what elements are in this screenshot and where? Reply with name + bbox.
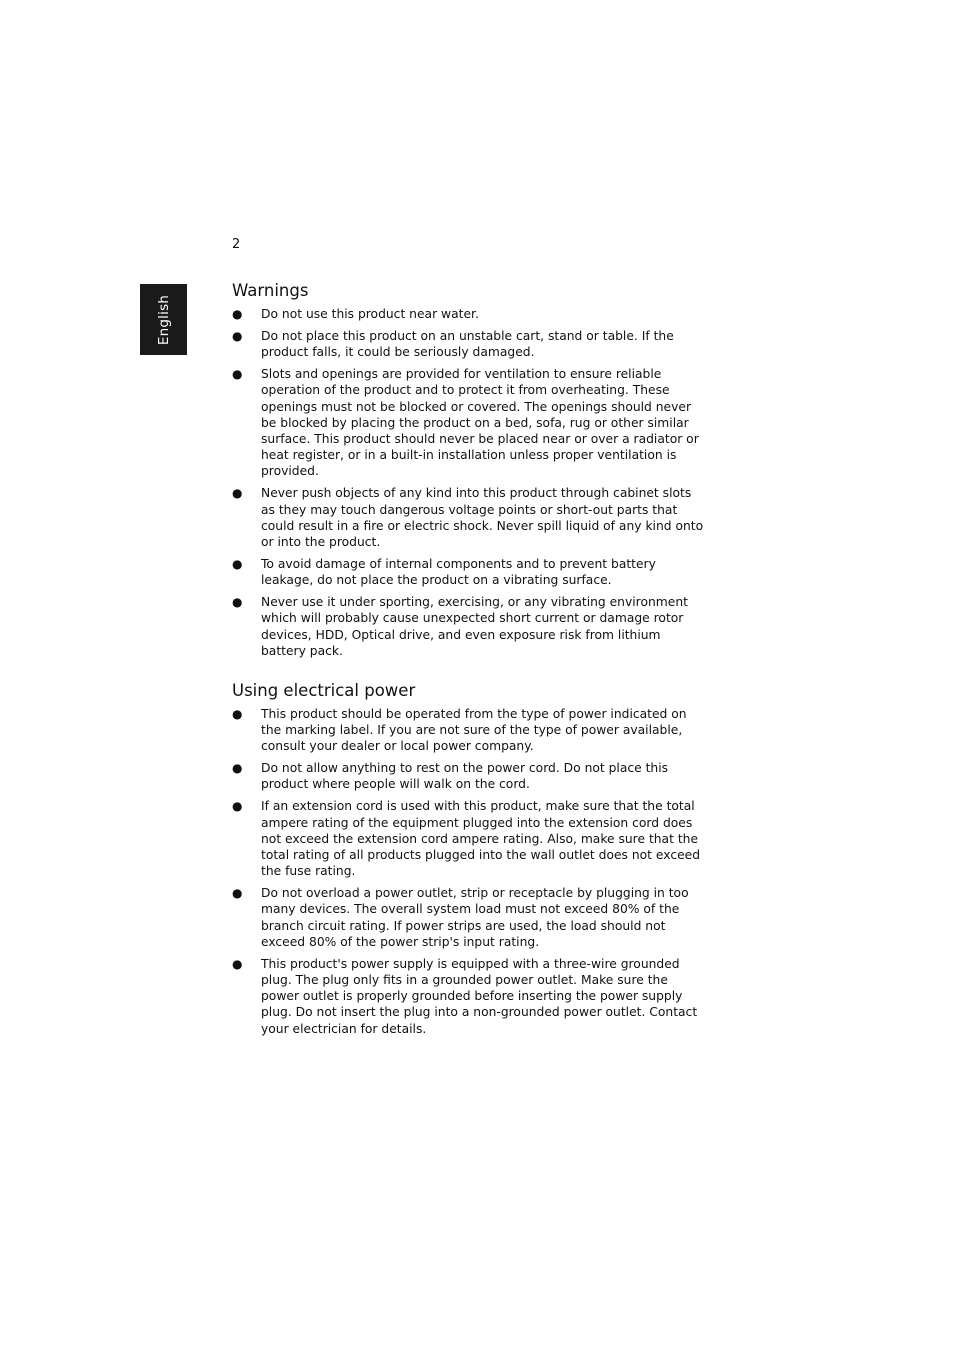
bullet-icon: ●	[232, 886, 243, 901]
bullet-icon: ●	[232, 799, 243, 814]
bullet-icon: ●	[232, 706, 243, 721]
list-item	[232, 328, 708, 360]
bullet-icon: ●	[232, 307, 243, 321]
list-item-text: Slots and openings are provided for ventilation to ensure reliable operation of the product and to protect it from overheating. These openings must not be blocked or covered. The openings should never be blocked by placing the product on a bed, sofa, rug or other similar surface. This product should never be placed near or over a radiator or heat register, or in a built-in installation unless proper ventilation is provided.	[261, 367, 699, 479]
list-item	[232, 594, 708, 659]
bullet-icon: ●	[232, 367, 243, 382]
language-tab-label: English	[155, 294, 172, 345]
list-item-text: Do not overload a power outlet, strip or receptacle by plugging in too many devices. The overall system load must not exceed 80% of the branch circuit rating. If power strips are used, the load should not exceed 80% of the power strip's input rating.	[261, 886, 689, 949]
list-item-text: This product's power supply is equipped with a three-wire grounded plug. The plug only fits in a grounded power outlet. Make sure the power outlet is properly grounded before inserting the power supply plug. Do not insert the plug into a non-grounded power outlet. Contact your electrician for details.	[261, 956, 698, 1036]
section-title: Using electrical power	[232, 680, 416, 700]
list-item	[232, 706, 708, 755]
list-item-text: Do not place this product on an unstable cart, stand or table. If the product falls, it could be seriously damaged.	[261, 329, 674, 360]
list-item-text: Do not use this product near water.	[261, 307, 479, 321]
section-spacer	[232, 665, 708, 680]
bullet-icon: ●	[232, 486, 243, 501]
bullet-icon: ●	[232, 595, 243, 610]
list-item	[232, 556, 708, 588]
list-item	[232, 485, 708, 550]
list-item	[232, 306, 708, 322]
list-item-text: Never use it under sporting, exercising, or any vibrating environment which will probably cause unexpected short current or damage rotor devices, HDD, Optical drive, and even exposure risk from lithium battery pack.	[261, 595, 688, 658]
bullet-list	[232, 306, 708, 659]
list-item-text: If an extension cord is used with this product, make sure that the total ampere rating of the equipment plugged into the extension cord does not exceed the extension cord ampere rating. Also, make sure that the total rating of all products plugged into the wall outlet does not exceed the fuse rating.	[261, 799, 701, 879]
list-item	[232, 885, 708, 950]
bullet-icon: ●	[232, 956, 243, 971]
bullet-icon: ●	[232, 557, 243, 572]
list-item-text: Do not allow anything to rest on the power cord. Do not place this product where people will walk on the cord.	[261, 761, 669, 792]
list-item	[232, 366, 708, 479]
bullet-icon: ●	[232, 329, 243, 343]
language-tab	[140, 284, 187, 355]
section-using-electrical-power	[232, 680, 708, 1037]
bullet-list	[232, 706, 708, 1037]
page-number: 2	[232, 237, 241, 252]
section-title: Warnings	[232, 281, 309, 300]
bullet-icon: ●	[232, 761, 243, 776]
list-item-text: To avoid damage of internal components and to prevent battery leakage, do not place the product on a vibrating surface.	[261, 557, 656, 588]
list-item	[232, 956, 708, 1037]
list-item	[232, 760, 708, 792]
document-body	[232, 280, 708, 1043]
list-item-text: This product should be operated from the type of power indicated on the marking label. If you are not sure of the type of power available, consult your dealer or local power company.	[261, 706, 687, 754]
section-warnings	[232, 280, 708, 659]
list-item-text: Never push objects of any kind into this product through cabinet slots as they may touch dangerous voltage points or short-out parts that could result in a fire or electric shock. Never spill liquid of any kind onto or into the product.	[261, 486, 704, 550]
list-item	[232, 798, 708, 879]
